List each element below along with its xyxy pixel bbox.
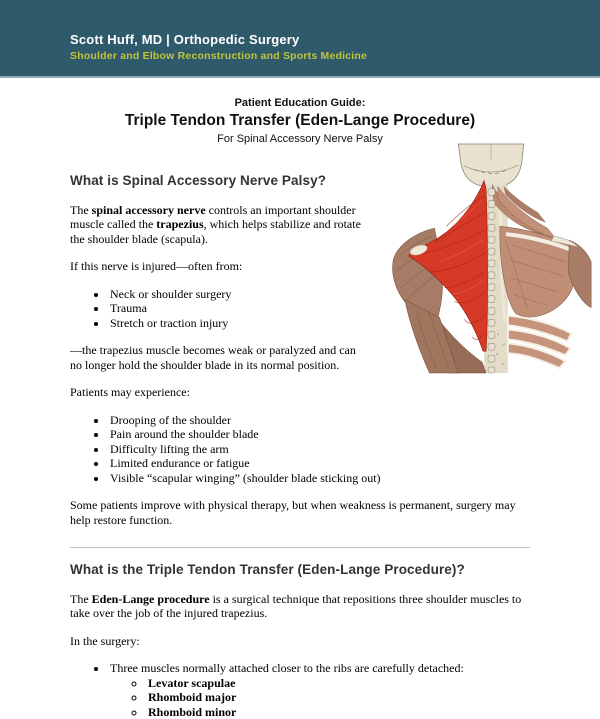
surgery-steps-list	[70, 661, 530, 719]
detached-muscles-list	[110, 676, 530, 719]
anatomy-back-view-image	[388, 141, 593, 374]
section-divider	[70, 547, 530, 548]
section2-heading: What is the Triple Tendon Transfer (Eden-Lange Procedure)?	[70, 562, 465, 578]
section2-surgery-lead: In the surgery:	[70, 633, 140, 648]
muscle-item: ◦ Rhomboid minor	[146, 705, 530, 719]
document-body	[0, 147, 600, 719]
section1-closing: Some patients improve with physical therapy, but when weakness is permanent, surgery may help restore function.	[70, 498, 516, 527]
guide-kicker: Patient Education Guide:	[234, 97, 366, 109]
guide-title: Triple Tendon Transfer (Eden-Lange Procedure)	[124, 111, 476, 129]
symptom-item: • Drooping of the shoulder	[108, 413, 530, 428]
section-nerve-palsy	[70, 147, 530, 527]
symptoms-list	[70, 413, 530, 486]
injury-cause-item: • Trauma	[108, 301, 530, 316]
section1-symptoms-lead: Patients may experience:	[70, 385, 190, 400]
injury-cause-item: • Stretch or traction injury	[108, 316, 530, 331]
symptom-item: • Visible “scapular winging” (shoulder blade sticking out)	[108, 471, 530, 486]
section-eden-lange	[70, 562, 530, 719]
muscle-item: ◦ Levator scapulae	[146, 676, 530, 691]
symptom-item: • Pain around the shoulder blade	[108, 427, 530, 442]
practice-tagline: Shoulder and Elbow Reconstruction and Sports Medicine	[70, 49, 368, 62]
section1-heading: What is Spinal Accessory Nerve Palsy?	[70, 172, 327, 188]
injury-cause-item: • Neck or shoulder surgery	[108, 287, 530, 302]
document-title-block	[0, 97, 600, 147]
section1-injury-result: —the trapezius muscle becomes weak or paralyzed and can no longer hold the shoulder blade in its normal position.	[70, 343, 356, 372]
section2-intro: The Eden-Lange procedure is a surgical technique that repositions three shoulder muscles to take over the job of the injured trapezius.	[70, 591, 522, 621]
muscle-item: ◦ Rhomboid major	[146, 690, 530, 705]
brand-header	[0, 0, 600, 78]
surgery-step	[108, 661, 530, 719]
trapezius-anatomy-illustration	[388, 141, 593, 374]
guide-subtitle: For Spinal Accessory Nerve Palsy	[217, 133, 383, 146]
symptom-item: • Difficulty lifting the arm	[108, 442, 530, 457]
section1-intro: The spinal accessory nerve controls an important shoulder muscle called the trapezius, which helps stabilize and rotate the shoulder blade (scapula).	[70, 202, 361, 246]
physician-name: Scott Huff, MD | Orthopedic Surgery	[70, 32, 300, 47]
surgery-step-text: Three muscles normally attached closer to the ribs are carefully detached:	[110, 661, 464, 676]
section1-injury-lead: If this nerve is injured—often from:	[70, 259, 243, 274]
symptom-item: • Limited endurance or fatigue	[108, 456, 530, 471]
